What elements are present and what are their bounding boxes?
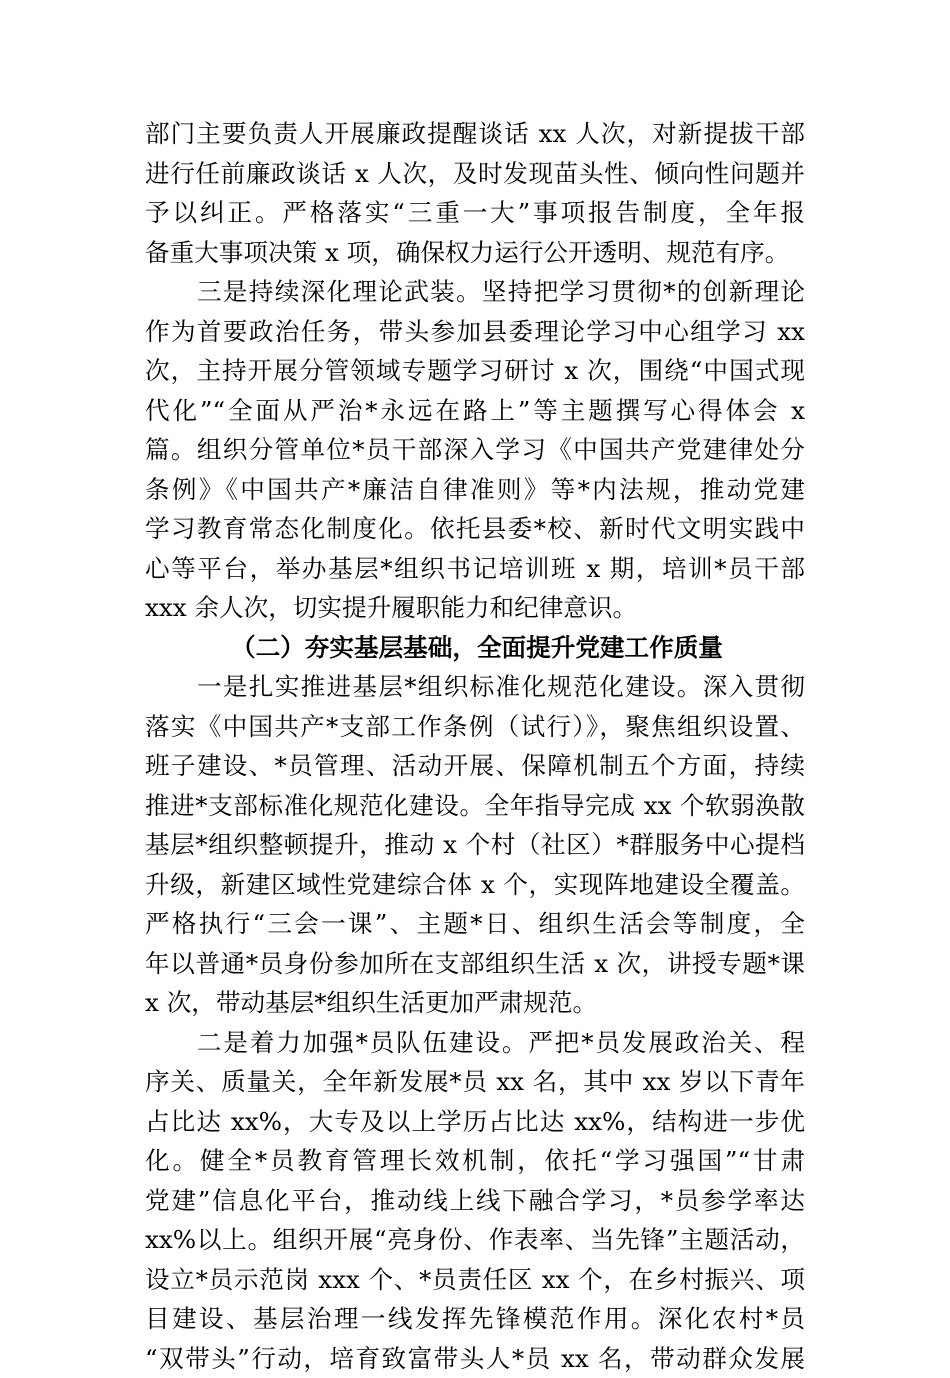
text-line: 备重大事项决策 x 项，确保权力运行公开透明、规范有序。	[145, 233, 805, 273]
text-line: 年以普通*员身份参加所在支部组织生活 x 次，讲授专题*课	[145, 944, 805, 984]
text-line: 落实《中国共产*支部工作条例（试行）》，聚焦组织设置、	[145, 707, 805, 747]
text-line: xxx 余人次，切实提升履职能力和纪律意识。	[145, 588, 805, 628]
text-line: 作为首要政治任务，带头参加县委理论学习中心组学习 xx	[145, 312, 805, 352]
text-line: 予以纠正。严格落实“三重一大”事项报告制度，全年报	[145, 193, 805, 233]
document-page	[145, 114, 805, 1378]
text-line: 班子建设、*员管理、活动开展、保障机制五个方面，持续	[145, 746, 805, 786]
text-line: xx%以上。组织开展“亮身份、作表率、当先锋”主题活动，	[145, 1220, 805, 1260]
text-line: 目建设、基层治理一线发挥先锋模范作用。深化农村*员	[145, 1299, 805, 1339]
paragraph-theory	[145, 272, 805, 628]
text-line: 一是扎实推进基层*组织标准化规范化建设。深入贯彻	[145, 667, 805, 707]
text-line: 心等平台，举办基层*组织书记培训班 x 期，培训*员干部	[145, 549, 805, 589]
text-line: 党建”信息化平台，推动线上线下融合学习，*员参学率达	[145, 1181, 805, 1221]
text-line: 严格执行“三会一课”、主题*日、组织生活会等制度，全	[145, 904, 805, 944]
text-line: 二是着力加强*员队伍建设。严把*员发展政治关、程	[145, 1023, 805, 1063]
text-line: 条例》《中国共产*廉洁自律准则》等*内法规，推动党建	[145, 470, 805, 510]
text-line: 占比达 xx%，大专及以上学历占比达 xx%，结构进一步优	[145, 1102, 805, 1142]
text-line: 次，主持开展分管领域专题学习研讨 x 次，围绕“中国式现	[145, 351, 805, 391]
text-line: 基层*组织整顿提升，推动 x 个村（社区）*群服务中心提档	[145, 825, 805, 865]
paragraph-member-team	[145, 1023, 805, 1378]
text-line: 序关、质量关，全年新发展*员 xx 名，其中 xx 岁以下青年	[145, 1062, 805, 1102]
text-line: 部门主要负责人开展廉政提醒谈话 xx 人次，对新提拔干部	[145, 114, 805, 154]
text-line: x 次，带动基层*组织生活更加严肃规范。	[145, 983, 805, 1023]
paragraph-standardization	[145, 667, 805, 1023]
text-line: 三是持续深化理论武装。坚持把学习贯彻*的创新理论	[145, 272, 805, 312]
text-line: 化。健全*员教育管理长效机制，依托“学习强国”“甘肃	[145, 1141, 805, 1181]
text-line: 推进*支部标准化规范化建设。全年指导完成 xx 个软弱涣散	[145, 786, 805, 826]
paragraph-continuation	[145, 114, 805, 272]
text-line: 篇。组织分管单位*员干部深入学习《中国共产党建律处分	[145, 430, 805, 470]
text-line: 升级，新建区域性党建综合体 x 个，实现阵地建设全覆盖。	[145, 865, 805, 905]
text-line: 学习教育常态化制度化。依托县委*校、新时代文明实践中	[145, 509, 805, 549]
text-line: “双带头”行动，培育致富带头人*员 xx 名，带动群众发展	[145, 1339, 805, 1378]
text-line: 设立*员示范岗 xxx 个、*员责任区 xx 个，在乡村振兴、项	[145, 1260, 805, 1300]
heading-line: （二）夯实基层基础，全面提升党建工作质量	[145, 628, 805, 668]
text-line: 进行任前廉政谈话 x 人次，及时发现苗头性、倾向性问题并	[145, 154, 805, 194]
text-line: 代化”“全面从严治*永远在路上”等主题撰写心得体会 x	[145, 391, 805, 431]
section-heading	[145, 628, 805, 668]
